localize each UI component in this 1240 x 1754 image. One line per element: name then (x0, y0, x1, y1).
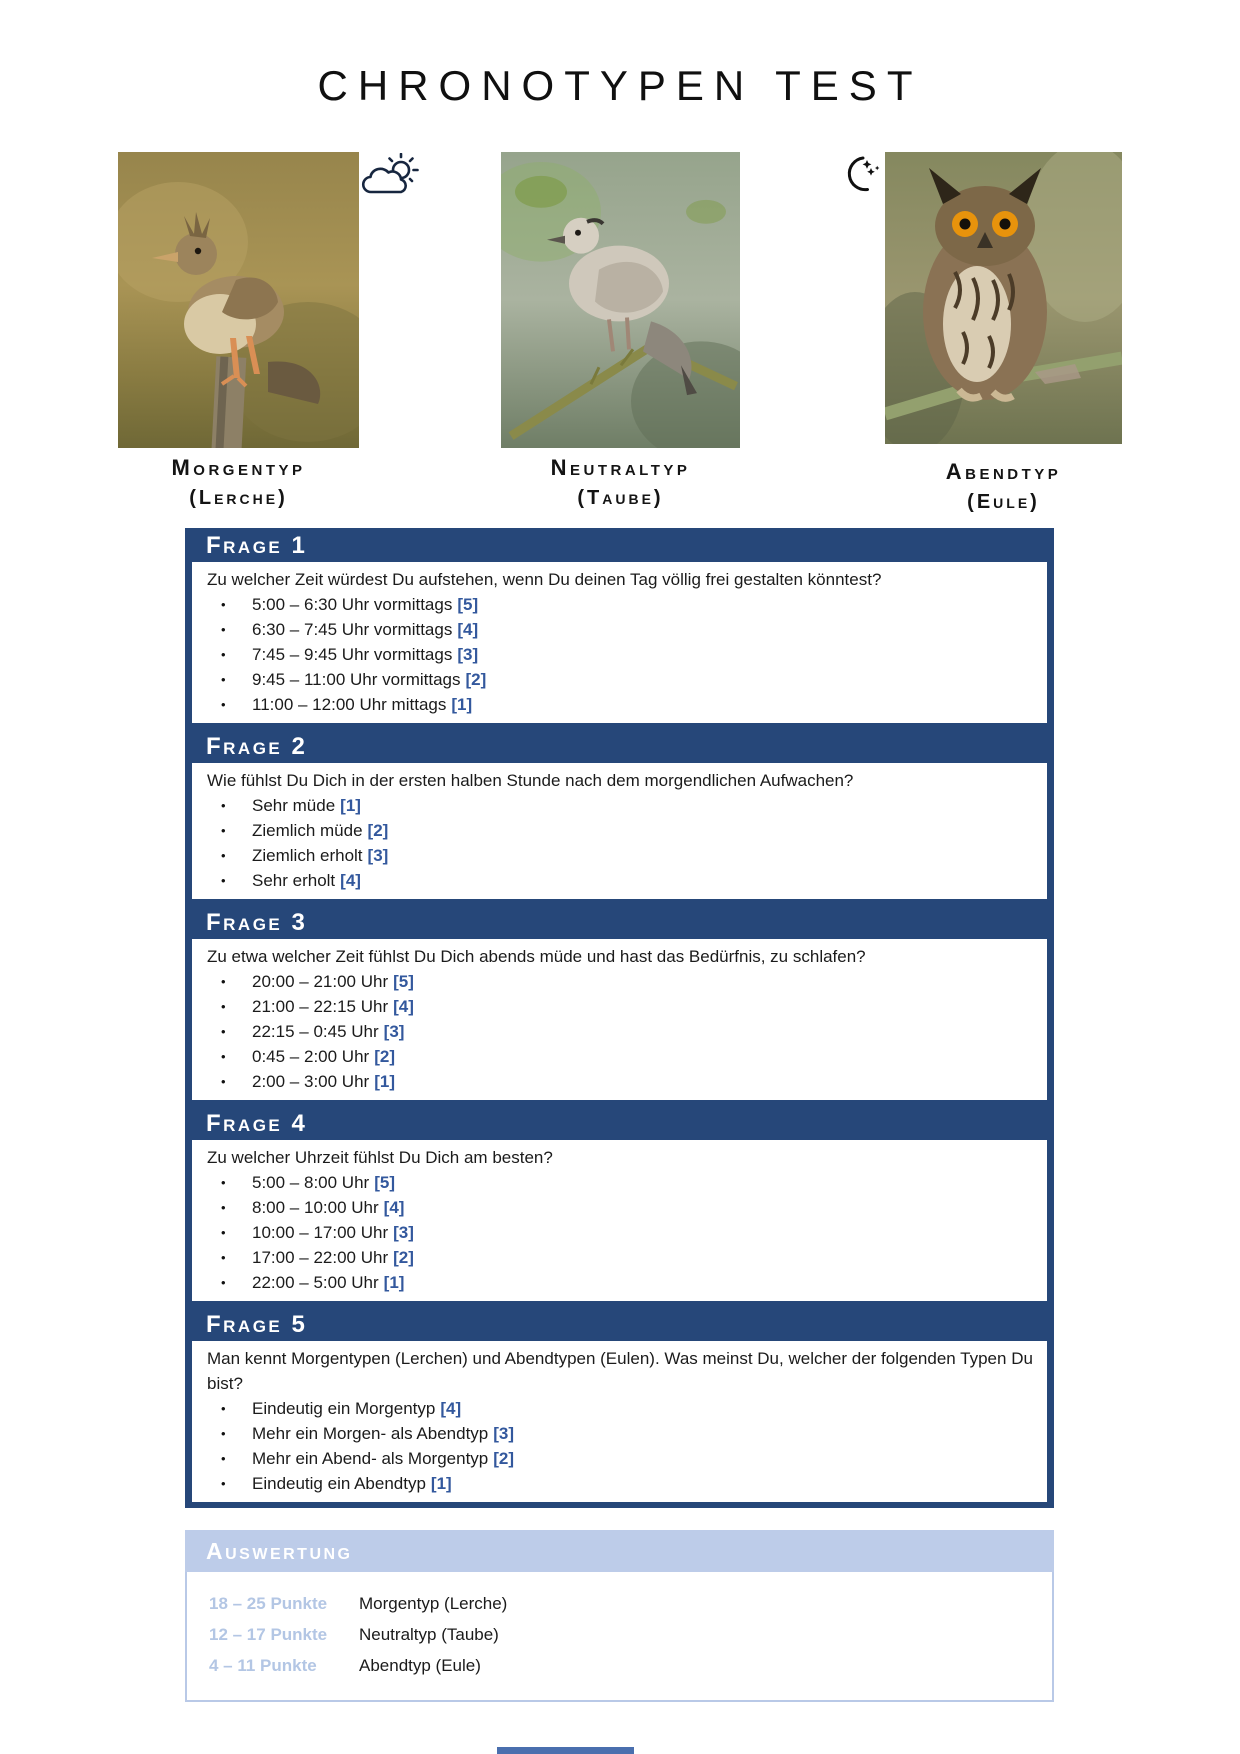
option-score: [2] (374, 1047, 395, 1066)
sublabel-eule: (Eule) (967, 491, 1040, 513)
question-text: Zu welcher Uhrzeit fühlst Du Dich am besten? (207, 1148, 553, 1167)
option-score: [3] (393, 1223, 414, 1242)
bullet-icon: • (221, 697, 226, 712)
bullet-icon: • (221, 848, 226, 863)
answer-option (205, 1019, 1033, 1044)
question-header: Frage 5 (206, 1311, 308, 1338)
bullet-icon: • (221, 1024, 226, 1039)
bullet-icon: • (221, 1250, 226, 1265)
label-abendtyp: Abendtyp (945, 459, 1062, 484)
option-text: 8:00 – 10:00 Uhr (252, 1198, 379, 1217)
bullet-icon: • (221, 1049, 226, 1064)
option-score: [2] (393, 1248, 414, 1267)
content-column (185, 528, 1054, 1702)
evaluation-rows (185, 1572, 1054, 1702)
option-score: [3] (493, 1424, 515, 1443)
option-score: [4] (340, 871, 361, 890)
points-range: 18 – 25 Punkte (209, 1594, 328, 1613)
bullet-icon: • (221, 1074, 226, 1089)
bullet-icon: • (221, 798, 226, 813)
option-text: Eindeutig ein Morgentyp (252, 1399, 436, 1418)
option-text: 5:00 – 6:30 Uhr vormittags (252, 595, 453, 614)
owl-photo (885, 152, 1122, 444)
page-title: CHRONOTYPEN TEST (317, 62, 923, 109)
answer-option (205, 1069, 1033, 1094)
question-section (185, 729, 1054, 899)
answer-option (205, 1421, 1033, 1446)
answer-option (205, 1044, 1033, 1069)
answer-option (205, 692, 1033, 717)
option-text: 22:15 – 0:45 Uhr (252, 1022, 379, 1041)
answer-option (205, 868, 1033, 893)
bullet-icon: • (221, 622, 226, 637)
option-text: Ziemlich erholt (252, 846, 363, 865)
option-score: [5] (374, 1173, 395, 1192)
option-text: Sehr müde (252, 796, 336, 815)
bullet-icon: • (221, 1200, 226, 1215)
sublabel-taube: (Taube) (577, 487, 664, 509)
bullet-icon: • (221, 1451, 226, 1466)
option-score: [2] (465, 670, 487, 689)
option-text: Eindeutig ein Abendtyp (252, 1474, 426, 1493)
option-score: [3] (457, 645, 479, 664)
answer-option (205, 1195, 1033, 1220)
bullet-icon: • (221, 823, 226, 838)
answer-option (205, 617, 1033, 642)
question-body (192, 763, 1047, 899)
question-text: Wie fühlst Du Dich in der ersten halben Stunde nach dem morgendlichen Aufwachen? (207, 771, 854, 790)
result-type: Abendtyp (Eule) (359, 1656, 481, 1675)
answer-option (205, 1170, 1033, 1195)
moon-stars-icon (838, 151, 880, 197)
answer-option (205, 1471, 1033, 1496)
bullet-icon: • (221, 647, 226, 662)
sublabel-lerche: (Lerche) (189, 487, 288, 509)
option-text: 7:45 – 9:45 Uhr vormittags (252, 645, 453, 664)
question-text: Zu welcher Zeit würdest Du aufstehen, wenn Du deinen Tag völlig frei gestalten könntest? (207, 570, 882, 589)
question-text: Man kennt Morgentypen (Lerchen) und Abendtypen (Eulen). Was meinst Du, welcher der folgenden Typen Du bist? (207, 1349, 1033, 1393)
evaluation-row (209, 1653, 1052, 1679)
option-score: [3] (383, 1022, 405, 1041)
question-header: Frage 3 (206, 909, 308, 936)
answer-option (205, 1270, 1033, 1295)
question-body (192, 939, 1047, 1100)
bullet-icon: • (221, 1401, 226, 1416)
option-text: 2:00 – 3:00 Uhr (252, 1072, 370, 1091)
option-text: 0:45 – 2:00 Uhr (252, 1047, 370, 1066)
answer-option (205, 667, 1033, 692)
option-score: [4] (440, 1399, 462, 1418)
bullet-icon: • (221, 1476, 226, 1491)
label-morgentyp: Morgentyp (171, 455, 306, 480)
option-text: 21:00 – 22:15 Uhr (252, 997, 389, 1016)
option-text: Mehr ein Abend- als Morgentyp (252, 1449, 489, 1468)
sun-behind-cloud-icon (361, 153, 419, 197)
answer-option (205, 994, 1033, 1019)
bullet-icon: • (221, 1275, 226, 1290)
option-text: 9:45 – 11:00 Uhr vormittags (252, 670, 461, 689)
question-section (185, 1106, 1054, 1301)
result-type: Neutraltyp (Taube) (359, 1625, 499, 1644)
option-score: [3] (367, 846, 389, 865)
question-text: Zu etwa welcher Zeit fühlst Du Dich abends müde und hast das Bedürfnis, zu schlafen? (207, 947, 866, 966)
footer-bar (497, 1747, 634, 1754)
answer-option (205, 969, 1033, 994)
points-range: 4 – 11 Punkte (209, 1656, 317, 1675)
points-range: 12 – 17 Punkte (209, 1625, 328, 1644)
option-text: Mehr ein Morgen- als Abendtyp (252, 1424, 489, 1443)
option-text: Sehr erholt (252, 871, 336, 890)
answer-option (205, 1220, 1033, 1245)
bullet-icon: • (221, 1225, 226, 1240)
evaluation-section (185, 1530, 1054, 1702)
dove-photo (501, 152, 740, 448)
label-neutraltyp: Neutraltyp (550, 455, 691, 480)
option-text: 5:00 – 8:00 Uhr (252, 1173, 370, 1192)
option-score: [4] (393, 997, 414, 1016)
answer-option (205, 592, 1033, 617)
option-score: [4] (457, 620, 479, 639)
option-text: Ziemlich müde (252, 821, 363, 840)
question-body (192, 1140, 1047, 1301)
option-score: [1] (374, 1072, 395, 1091)
option-text: 11:00 – 12:00 Uhr mittags (252, 695, 447, 714)
option-score: [2] (493, 1449, 515, 1468)
question-body (192, 562, 1047, 723)
bullet-icon: • (221, 597, 226, 612)
answer-option (205, 843, 1033, 868)
evaluation-row (209, 1591, 1052, 1617)
evaluation-row (209, 1622, 1052, 1648)
option-text: 6:30 – 7:45 Uhr vormittags (252, 620, 453, 639)
option-score: [2] (367, 821, 389, 840)
evaluation-header: Auswertung (185, 1530, 1054, 1572)
question-section (185, 1307, 1054, 1502)
bullet-icon: • (221, 974, 226, 989)
bullet-icon: • (221, 672, 226, 687)
option-score: [5] (393, 972, 414, 991)
answer-option (205, 642, 1033, 667)
questions-container (185, 528, 1054, 1508)
option-text: 20:00 – 21:00 Uhr (252, 972, 389, 991)
result-type: Morgentyp (Lerche) (359, 1594, 508, 1613)
option-text: 22:00 – 5:00 Uhr (252, 1273, 379, 1292)
question-header: Frage 1 (206, 532, 308, 559)
option-text: 17:00 – 22:00 Uhr (252, 1248, 389, 1267)
bullet-icon: • (221, 999, 226, 1014)
bullet-icon: • (221, 1175, 226, 1190)
option-score: [1] (430, 1474, 452, 1493)
lark-photo (118, 152, 359, 448)
answer-option (205, 1446, 1033, 1471)
option-score: [1] (383, 1273, 405, 1292)
answer-option (205, 818, 1033, 843)
option-score: [1] (340, 796, 361, 815)
question-header: Frage 4 (206, 1110, 308, 1137)
question-header: Frage 2 (206, 733, 308, 760)
question-body (192, 1341, 1047, 1502)
question-section (185, 528, 1054, 723)
bullet-icon: • (221, 873, 226, 888)
option-score: [5] (457, 595, 479, 614)
question-section (185, 905, 1054, 1100)
answer-option (205, 793, 1033, 818)
bullet-icon: • (221, 1426, 226, 1441)
option-score: [4] (383, 1198, 405, 1217)
option-text: 10:00 – 17:00 Uhr (252, 1223, 389, 1242)
answer-option (205, 1245, 1033, 1270)
answer-option (205, 1396, 1033, 1421)
option-score: [1] (451, 695, 473, 714)
